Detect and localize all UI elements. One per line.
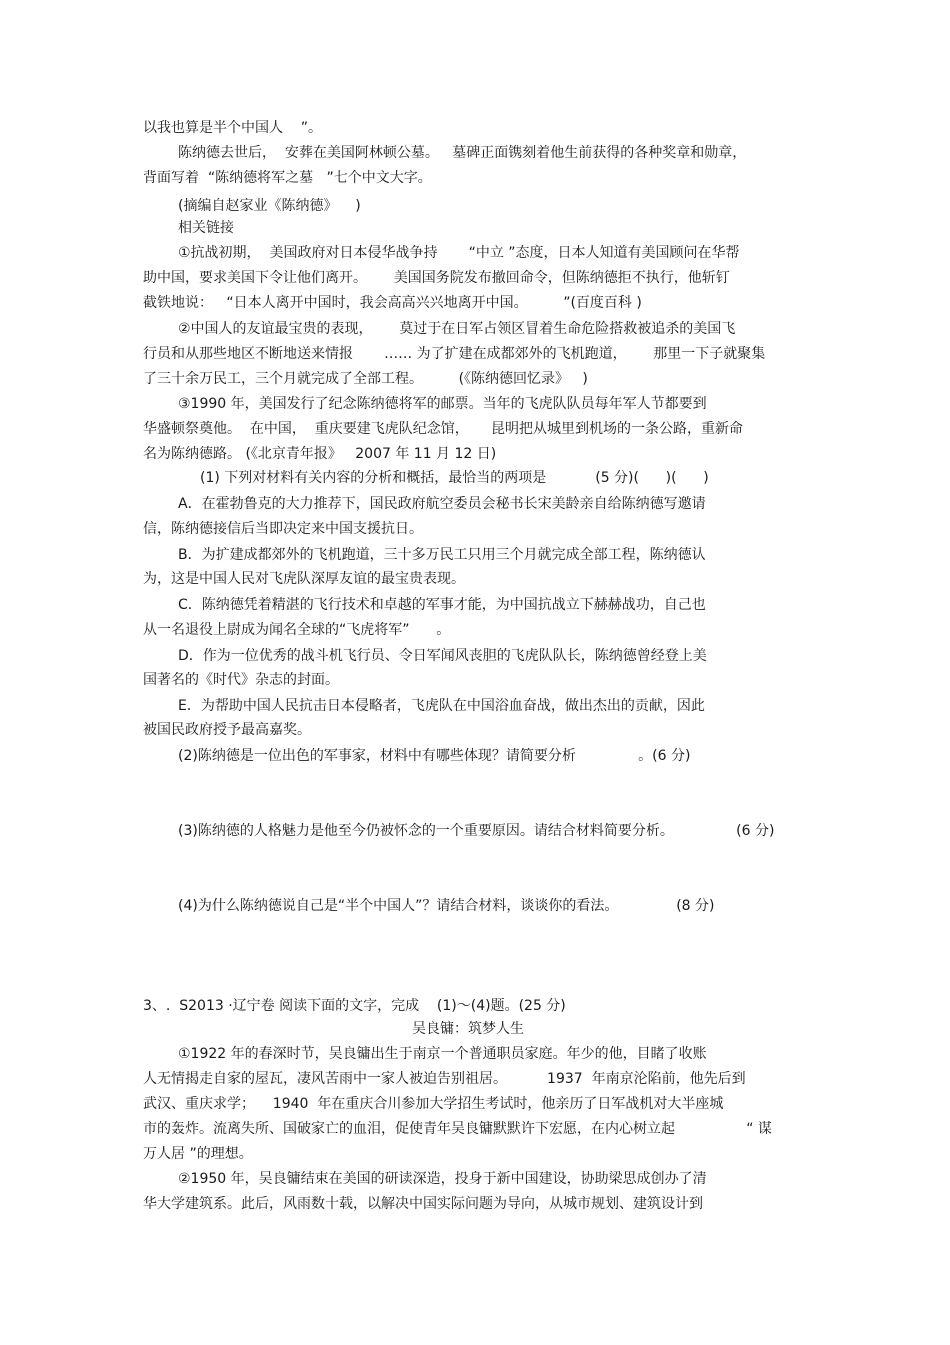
option-c: C．陈纳德凭着精湛的飞行技术和卓越的军事才能，为中国抗战立下赫赫战功，自己也 — [178, 597, 706, 613]
option-b: B．为扩建成都郊外的飞机跑道，三十多万民工只用三个月就完成全部工程，陈纳德认 — [178, 547, 706, 563]
section-heading: 相关链接 — [178, 220, 234, 236]
option-d: D．作为一位优秀的战斗机飞行员、令日军闻风丧胆的飞虎队队长，陈纳德曾经登上美 — [178, 648, 707, 664]
text-line: 被国民政府授予最高嘉奖。 — [143, 722, 311, 738]
text-line: (摘编自赵家业《陈纳德》 ) — [178, 198, 361, 214]
text-line: 截铁地说： “日本人离开中国时，我会高高兴兴地离开中国。 ”(百度百科 ) — [143, 295, 642, 311]
text-line: 从一名退役上尉成为闻名全球的“飞虎将军” 。 — [143, 622, 451, 638]
text-line: 背面写着 “陈纳德将军之墓 ”七个中文大字。 — [143, 170, 432, 186]
question-4: (4)为什么陈纳德说自己是“半个中国人”？请结合材料，谈谈你的看法。 (8 分) — [178, 898, 715, 914]
question-1: (1) 下列对材料有关内容的分析和概括，最恰当的两项是 (5 分)( )( ) — [200, 470, 709, 486]
option-e: E．为帮助中国人民抗击日本侵略者，飞虎队在中国浴血奋战，做出杰出的贡献，因此 — [178, 698, 705, 714]
text-line: 为，这是中国人民对飞虎队深厚友谊的最宝贵表现。 — [143, 571, 465, 587]
question-2: (2)陈纳德是一位出色的军事家，材料中有哪些体现？请简要分析 。(6 分) — [178, 748, 691, 764]
text-line: 华盛顿祭奠他。 在中国， 重庆要建飞虎队纪念馆， 昆明把从城里到机场的一条公路，重新命 — [143, 421, 744, 437]
text-line: 武汉、重庆求学； 1940 年在重庆合川参加大学招生考试时，他亲历了日军战机对大半座城 — [143, 1096, 724, 1112]
text-line: 市的轰炸。流离失所、国破家亡的血泪，促使青年吴良镛默默许下宏愿，在内心树立起 “ 谋 — [143, 1121, 772, 1137]
text-line: 行员和从那些地区不断地送来情报 …… 为了扩建在成都郊外的飞机跑道， 那里一下子就聚集 — [143, 346, 766, 362]
text-line: ②中国人的友谊最宝贵的表现， 莫过于在日军占领区冒着生命危险搭救被追杀的美国飞 — [178, 321, 736, 337]
text-line: 信，陈纳德接信后当即决定来中国支援抗日。 — [143, 521, 423, 537]
article-title: 吴良镛：筑梦人生 — [412, 1021, 524, 1037]
text-line: 以我也算是半个中国人 ”。 — [143, 120, 323, 136]
question-3: (3)陈纳德的人格魅力是他至今仍被怀念的一个重要原因。请结合材料简要分析。 (6 分) — [178, 823, 775, 839]
text-line: 人无情揭走自家的屋瓦，凄风苦雨中一家人被迫告别祖居。 1937 年南京沦陷前，他先后到 — [143, 1071, 746, 1087]
text-line: ③1990 年，美国发行了纪念陈纳德将军的邮票。当年的飞虎队队员每年军人节都要到 — [178, 396, 707, 412]
text-line: ①1922 年的春深时节，吴良镛出生于南京一个普通职员家庭。年少的他，目睹了收账 — [178, 1046, 707, 1062]
text-line: 名为陈纳德路。 (《北京青年报》 2007 年 11 月 12 日) — [143, 446, 497, 462]
text-line: 华大学建筑系。此后，风雨数十载，以解决中国实际问题为导向，从城市规划、建筑设计到 — [143, 1196, 703, 1212]
section-3-header: 3、. S2013 ·辽宁卷 阅读下面的文字，完成 (1)～(4)题。(25 分) — [143, 998, 566, 1014]
text-line: ②1950 年，吴良镛结束在美国的研读深造，投身于新中国建设，协助梁思成创办了清 — [178, 1171, 707, 1187]
text-line: ①抗战初期， 美国政府对日本侵华战争持 “中立 ”态度，日本人知道有美国顾问在华帮 — [178, 245, 740, 261]
text-line: 陈纳德去世后， 安葬在美国阿林顿公墓。 墓碑正面镌刻着他生前获得的各种奖章和勋章， — [178, 145, 747, 161]
text-line: 国著名的《时代》杂志的封面。 — [143, 672, 339, 688]
option-a: A．在霍勃鲁克的大力推荐下，国民政府航空委员会秘书长宋美龄亲自给陈纳德写邀请 — [178, 496, 706, 512]
text-line: 助中国，要求美国下令让他们离开。 美国国务院发布撤回命令，但陈纳德拒不执行，他斩钉 — [143, 270, 730, 286]
text-line: 万人居 ”的理想。 — [143, 1146, 253, 1162]
text-line: 了三十余万民工，三个月就完成了全部工程。 (《陈纳德回忆录》 ) — [143, 371, 588, 387]
